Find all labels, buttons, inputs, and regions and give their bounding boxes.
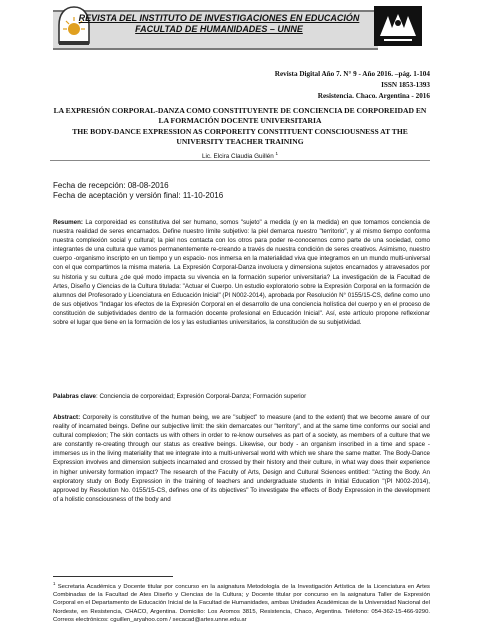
date-received: Fecha de recepción: 08-08-2016 <box>53 181 169 190</box>
journal-place: Resistencia. Chaco. Argentina - 2016 <box>317 92 430 100</box>
journal-issn: ISSN 1853-1393 <box>381 81 430 89</box>
author-divider <box>50 160 430 161</box>
journal-header-line-2: FACULTAD DE HUMANIDADES – UNNE <box>135 24 303 34</box>
abstract-en <box>53 413 430 504</box>
author-line <box>50 149 430 159</box>
journal-info <box>220 69 430 102</box>
date-accepted: Fecha de aceptación y versión final: 11-10-2016 <box>53 191 224 200</box>
keywords-es-label: Palabras clave <box>53 393 97 400</box>
footnote-mark: 1 <box>53 581 56 586</box>
keywords-es-text: : Conciencia de corporeidad; Expresión Corporal-Danza; Formación superior <box>96 393 307 400</box>
abstract-en-text: Corporeity is constitutive of the human being, we are "subject" to measure (and to the extent) that we become aware of our reality of incarnated beings. Define our subjective limit: the skin demarcates our "territory", and at the same time conforms our social and cultural complexion; The skin contacts us with others in order to re-know ourselves as part of a society, as members of a culture that we are constantly re-creating through our status as creative beings. Likewise, our body - an organism inscribed in a time and space - immerses us in the living materiality that we integrate into a multi-universal world with which we share the same matter. The Body-Dance Expression involves and dimension subjects incarnated and crossed by their history and their culture, in what way does their experience in higher university formation impact? The research of the Faculty of Arts, Design and Cultural Sciences entitled: "Acting the Body. An exploratory study on Body Expression in the training of teachers and undergraduate students in Initial Education "(PI N002-2014), approved by Resolution No. 0155/15-CS, defines one of its objectives" To investigate the effects of Body Expression in the development of a holistic consciousness of the body and <box>53 414 430 503</box>
author-footnote-mark: 1 <box>275 151 278 156</box>
abstract-es-label: Resumen: <box>53 219 83 226</box>
footnote-text: Secretaria Académica y Docente titular por concurso en la asignatura Metodología de la Investigación Artística de la Licenciatura en Artes Combinadas de la Facultad de Ates Diseño y Ciencias de la Cultura; y Docente titular por concurso en la asignatura Taller de Expresión Corporal en el Departamento de Educación Inicial de la Facultad de Humanidades, ambas Unidades Académicas de la Universidad Nacional del Nordeste, en Resistencia, CHACO, Argentina. Domicilio: Los Aromos 3815, Resistencia, Chaco, Argentina. Teléfono: 054-362-15-466-9290. Correos electrónicos: cguillen_aryahoo.com / secacad@artes.unne.edu.ar <box>53 583 430 623</box>
journal-header-line-1: REVISTA DEL INSTITUTO DE INVESTIGACIONES EN EDUCACIÓN <box>78 13 360 23</box>
abstract-es-text: La corporeidad es constitutiva del ser humano, somos "sujeto" a medida (y en la medida) en que tomamos conciencia de nuestra realidad de seres encarnados. Define nuestro límite subjetivo: la piel demarca nuestro "territorio", y al mismo tiempo conforma nuestra complexión social y cultural; la piel nos contacta con los otros para poder re-conocernos como parte de una sociedad, como integrantes de una cultura que vamos permanentemente re-creando a través de nuestra condición de seres creativos. Asimismo, nuestro cuerpo -organismo inscripto en un tiempo y un espacio- nos inmersa en la materialidad viva que integramos en un mundo multi-universal con el que compartimos la misma materia. La Expresión Corporal-Danza involucra y dimensiona sujetos encarnados y atravesados por su historia y su cultura ¿de qué modo impacta su vivencia en la formación superior universitaria? La investigación de la Facultad de Artes, Diseño y Ciencias de la Cultura titulada: "Actuar el Cuerpo. Un estudio exploratorio sobre la Expresión Corporal en la formación de alumnos del Profesorado y Licenciatura en Educación Inicial" (PI N002-2014), aprobada por Resolución N° 0155/15-CS, define como uno de sus objetivos "Indagar los efectos de la Expresión Corporal en el desarrollo de una conciencia holística del cuerpo y en el proceso de constitución de subjetividades dentro de la formación docente profesional en Educación Inicial". Así, este artículo propone reflexionar sobre el lugar que tiene en la formación de los y las estudiantes universitarios, la constitución de su subjetividad. <box>53 219 430 327</box>
author-name: Lic. Elcira Claudia Guillén <box>201 153 274 161</box>
keywords-es <box>53 392 430 401</box>
footnote <box>53 580 430 624</box>
footnote-divider <box>53 576 173 577</box>
journal-issue: Revista Digital Año 7. N° 9 - Año 2016. –pág. 1-104 <box>274 70 430 78</box>
abstract-en-label: Abstract: <box>53 414 81 421</box>
journal-header-title <box>60 13 378 35</box>
article-title-en: THE BODY-DANCE EXPRESSION AS CORPOREITY CONSTITUENT CONSCIOUSNESS AT THE UNIVERSITY TEACHER TRAINING <box>72 127 408 146</box>
faculty-logo <box>374 6 422 46</box>
article-dates <box>53 181 433 201</box>
abstract-es <box>53 218 430 327</box>
article-title-es: LA EXPRESIÓN CORPORAL-DANZA COMO CONSTITUYENTE DE CONCIENCIA DE CORPOREIDAD EN LA FORMACIÓN DOCENTE UNIVERSITARIA <box>53 106 427 125</box>
